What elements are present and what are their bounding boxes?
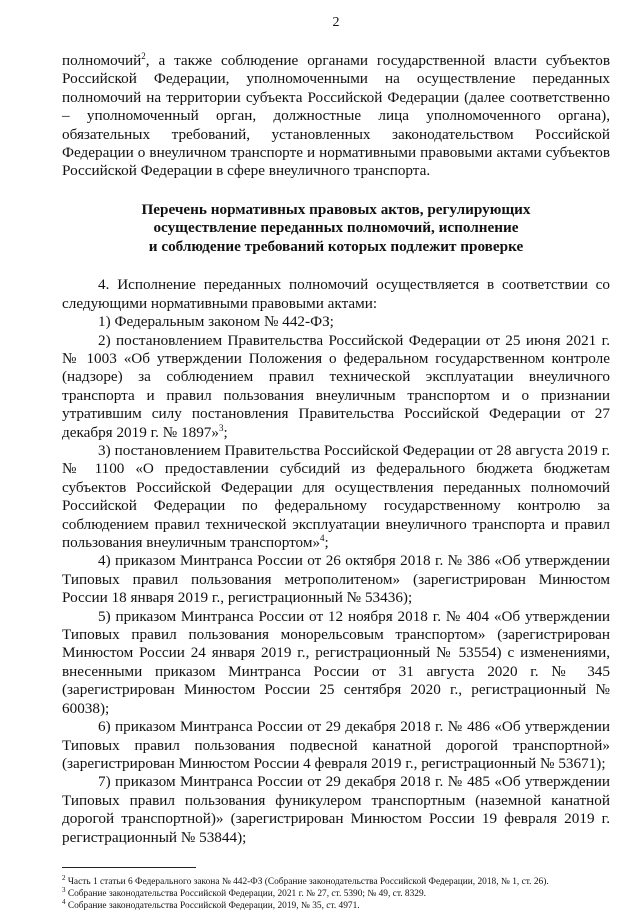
list-item-1: 1) Федеральным законом № 442-ФЗ; bbox=[98, 313, 334, 331]
list-item-4: 4) приказом Минтранса России от 26 октября 2018 г. № 386 «Об утверждении Типовых правил пользования метрополитеном» (зарегистрирован Минюстом России 18 января 2019 г., регистрационный № 53436); bbox=[62, 552, 610, 607]
document-page bbox=[62, 14, 610, 912]
intro-paragraph bbox=[62, 52, 610, 181]
section-title-line-1: Перечень нормативных правовых актов, регулирующих bbox=[141, 200, 531, 218]
list-item-2 bbox=[62, 332, 610, 442]
section-title bbox=[62, 201, 610, 257]
list-item-3-tail: ; bbox=[324, 534, 329, 552]
intro-text-end: , а также соблюдение органами государственной власти субъектов Российской Федерации, уполномоченными на осуществление переданных полномочий на территории субъекта Российской Федерации (далее соответственно – уполномоченный орган, должностные лица уполномоченного органа), обязательных требований, установленных законодательством Российской Федерации о внеуличном транспорте и нормативными правовыми актами субъектов Российской Федерации в сфере внеуличного транспорта. bbox=[62, 52, 610, 180]
list-item-7: 7) приказом Минтранса России от 29 декабря 2018 г. № 485 «Об утверждении Типовых правил пользования фуникулером транспортным (наземной канатной дорогой транспортной)» (зарегистрирован Минюстом России 19 февраля 2019 г. регистрационный № 53844); bbox=[62, 773, 610, 846]
footnote-text: Собрание законодательства Российской Федерации, 2019, № 35, ст. 4971. bbox=[65, 900, 360, 911]
list-item-5: 5) приказом Минтранса России от 12 ноября 2018 г. № 404 «Об утверждении Типовых правил пользования монорельсовым транспортом» (зарегистрирован Минюстом России 24 января 2019 г., регистрационный № 53554) с изменениями, внесенными приказом Минтранса России от 31 августа 2020 г. № 345 (зарегистрирован Минюстом России 25 сентября 2020 г., регистрационный № 60038); bbox=[62, 607, 610, 717]
intro-text-start: полномочий bbox=[62, 52, 142, 69]
footnote-3 bbox=[62, 885, 610, 900]
list-item-3-text: 3) постановлением Правительства Российской Федерации от 28 августа 2019 г. № 1100 «О предоставлении субсидий из федерального бюджета бюджетам субъектов Российской Федерации для осуществления переданных полномочий Российской Федерации по федеральному государственному контролю за соблюдением правил технической эксплуатации внеуличного транспорта и правил пользования внеуличным транспортом» bbox=[62, 442, 610, 552]
section-title-line-2: осуществление переданных полномочий, исполнение bbox=[153, 219, 519, 237]
section-title-line-3: и соблюдение требований которых подлежит проверке bbox=[148, 237, 524, 255]
footnote-text: Часть 1 статьи 6 Федерального закона № 442-ФЗ (Собрание законодательства Российской Федерации, 2018, № 1, ст. 26). bbox=[65, 876, 549, 887]
footnote-ref-4[interactable]: 4 bbox=[320, 532, 325, 543]
list-item-3 bbox=[62, 442, 610, 552]
paragraph-4: 4. Исполнение переданных полномочий осуществляется в соответствии со следующими нормативными правовыми актами: bbox=[62, 276, 610, 312]
footnote-2 bbox=[62, 873, 610, 888]
footnote-number: 2 bbox=[62, 873, 66, 882]
list-item-2-text: 2) постановлением Правительства Российской Федерации от 25 июня 2021 г. № 1003 «Об утверждении Положения о федеральном государственном контроле (надзоре) за соблюдением правил технической эксплуатации внеуличного транспорта и правил пользования внеуличным транспортом и о признании утратившим силу постановления Правительства Российской Федерации от 27 декабря 2019 г. № 1897» bbox=[62, 331, 610, 441]
footnote-ref-2[interactable]: 2 bbox=[141, 50, 146, 61]
footnote-text: Собрание законодательства Российской Федерации, 2021 г. № 27, ст. 5390; № 49, ст. 8329. bbox=[65, 888, 427, 899]
list-item-6: 6) приказом Минтранса России от 29 декабря 2018 г. № 486 «Об утверждении Типовых правил пользования подвесной канатной дорогой транспортной» (зарегистрирован Минюстом России 4 февраля 2019 г., регистрационный № 53671); bbox=[62, 718, 610, 772]
footnote-number: 4 bbox=[62, 897, 66, 906]
footnote-4 bbox=[62, 897, 610, 912]
footnote-divider bbox=[62, 867, 196, 868]
page-number: 2 bbox=[332, 15, 340, 30]
footnote-ref-3[interactable]: 3 bbox=[219, 422, 224, 433]
list-item-2-tail: ; bbox=[223, 423, 228, 441]
footnote-number: 3 bbox=[62, 885, 66, 894]
